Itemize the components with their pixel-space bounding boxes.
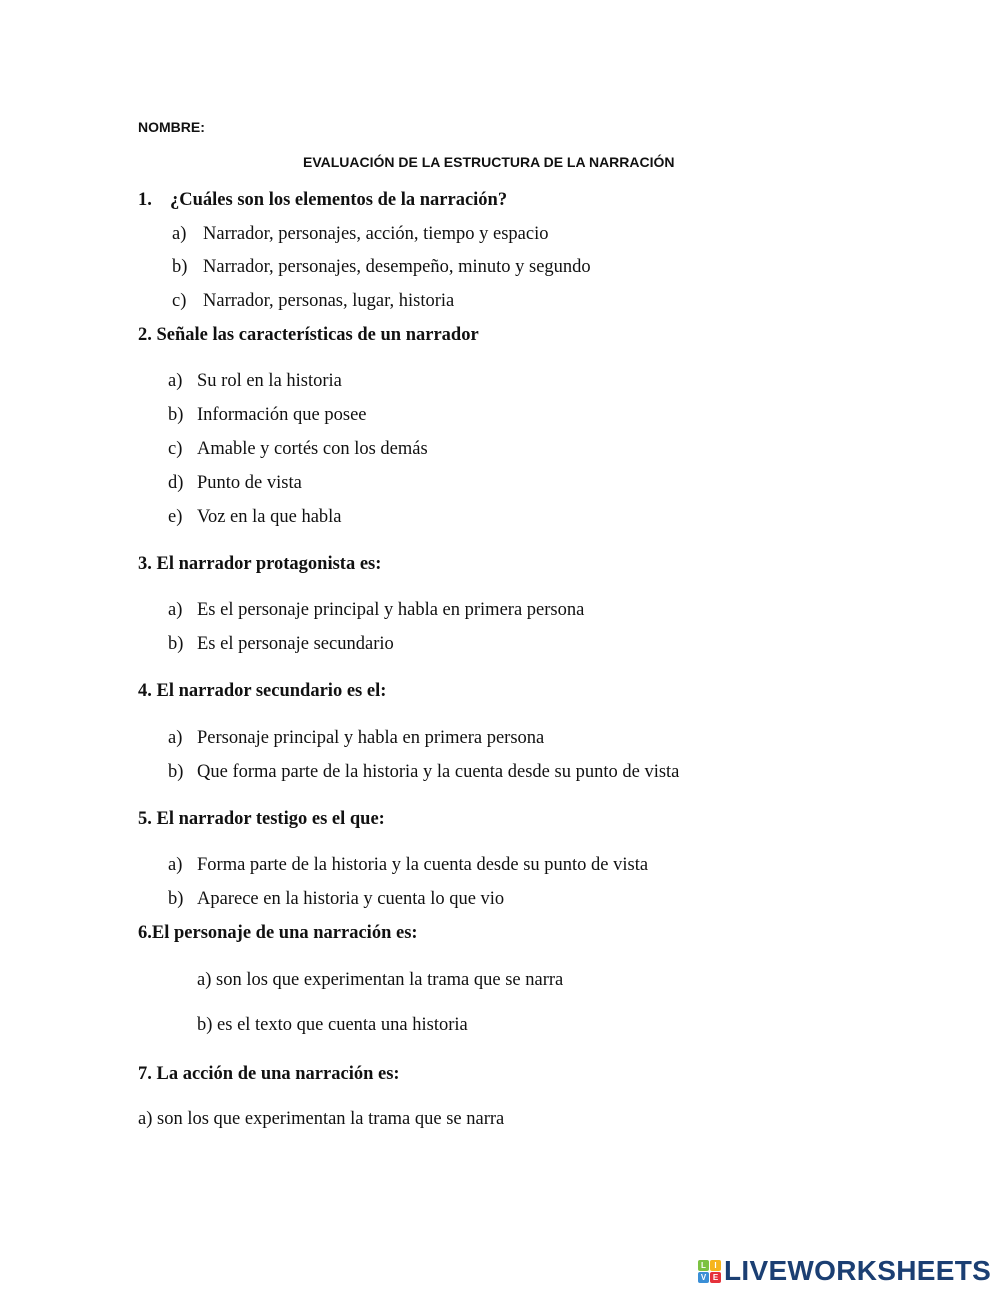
option-text[interactable]: Narrador, personajes, desempeño, minuto y segundo: [203, 257, 591, 277]
option-label: a): [168, 855, 183, 875]
question-2: 2. Señale las características de un narrador: [138, 325, 479, 345]
option-text[interactable]: Su rol en la historia: [197, 371, 342, 391]
option-text[interactable]: Personaje principal y habla en primera persona: [197, 728, 545, 748]
option-label: b): [172, 257, 188, 277]
option-label: b): [168, 405, 184, 425]
question-number: 1.: [138, 190, 152, 210]
option-label: a): [168, 371, 183, 391]
option-label: c): [172, 291, 187, 311]
question-5: 5. El narrador testigo es el que:: [138, 809, 385, 829]
worksheet-title: EVALUACIÓN DE LA ESTRUCTURA DE LA NARRACIÓN: [303, 154, 675, 170]
option-label: d): [168, 473, 184, 493]
question-3: 3. El narrador protagonista es:: [138, 554, 382, 574]
option-text[interactable]: Es el personaje principal y habla en primera persona: [197, 600, 585, 620]
question-4: 4. El narrador secundario es el:: [138, 681, 387, 701]
question-7: 7. La acción de una narración es:: [138, 1064, 400, 1084]
option-text[interactable]: Aparece en la historia y cuenta lo que vio: [197, 889, 505, 909]
option-text[interactable]: Narrador, personajes, acción, tiempo y espacio: [203, 224, 549, 244]
logo-tile: V: [698, 1272, 709, 1283]
option-text[interactable]: b) es el texto que cuenta una historia: [197, 1015, 468, 1035]
option-text[interactable]: Narrador, personas, lugar, historia: [203, 291, 455, 311]
option-label: b): [168, 634, 184, 654]
logo-tiles-icon: [698, 1260, 721, 1283]
question-6: 6.El personaje de una narración es:: [138, 923, 418, 943]
option-text[interactable]: a) son los que experimentan la trama que se narra: [138, 1109, 505, 1129]
option-label: b): [168, 889, 184, 909]
liveworksheets-logo: [698, 1256, 991, 1286]
option-label: e): [168, 507, 183, 527]
logo-text: LIVEWORKSHEETS: [724, 1255, 992, 1286]
option-text[interactable]: Amable y cortés con los demás: [197, 439, 428, 459]
name-label: NOMBRE:: [138, 119, 205, 135]
option-label: a): [172, 224, 187, 244]
logo-tile: I: [710, 1260, 721, 1271]
option-text[interactable]: Forma parte de la historia y la cuenta desde su punto de vista: [197, 855, 649, 875]
option-text[interactable]: Que forma parte de la historia y la cuenta desde su punto de vista: [197, 762, 680, 782]
question-1: ¿Cuáles son los elementos de la narración?: [170, 190, 508, 210]
option-label: a): [168, 728, 183, 748]
option-label: b): [168, 762, 184, 782]
option-text[interactable]: Información que posee: [197, 405, 367, 425]
option-label: a): [168, 600, 183, 620]
option-text[interactable]: Es el personaje secundario: [197, 634, 394, 654]
option-label: c): [168, 439, 183, 459]
logo-tile: L: [698, 1260, 709, 1271]
logo-tile: E: [710, 1272, 721, 1283]
option-text[interactable]: a) son los que experimentan la trama que se narra: [197, 970, 564, 990]
option-text[interactable]: Voz en la que habla: [197, 507, 342, 527]
option-text[interactable]: Punto de vista: [197, 473, 302, 493]
